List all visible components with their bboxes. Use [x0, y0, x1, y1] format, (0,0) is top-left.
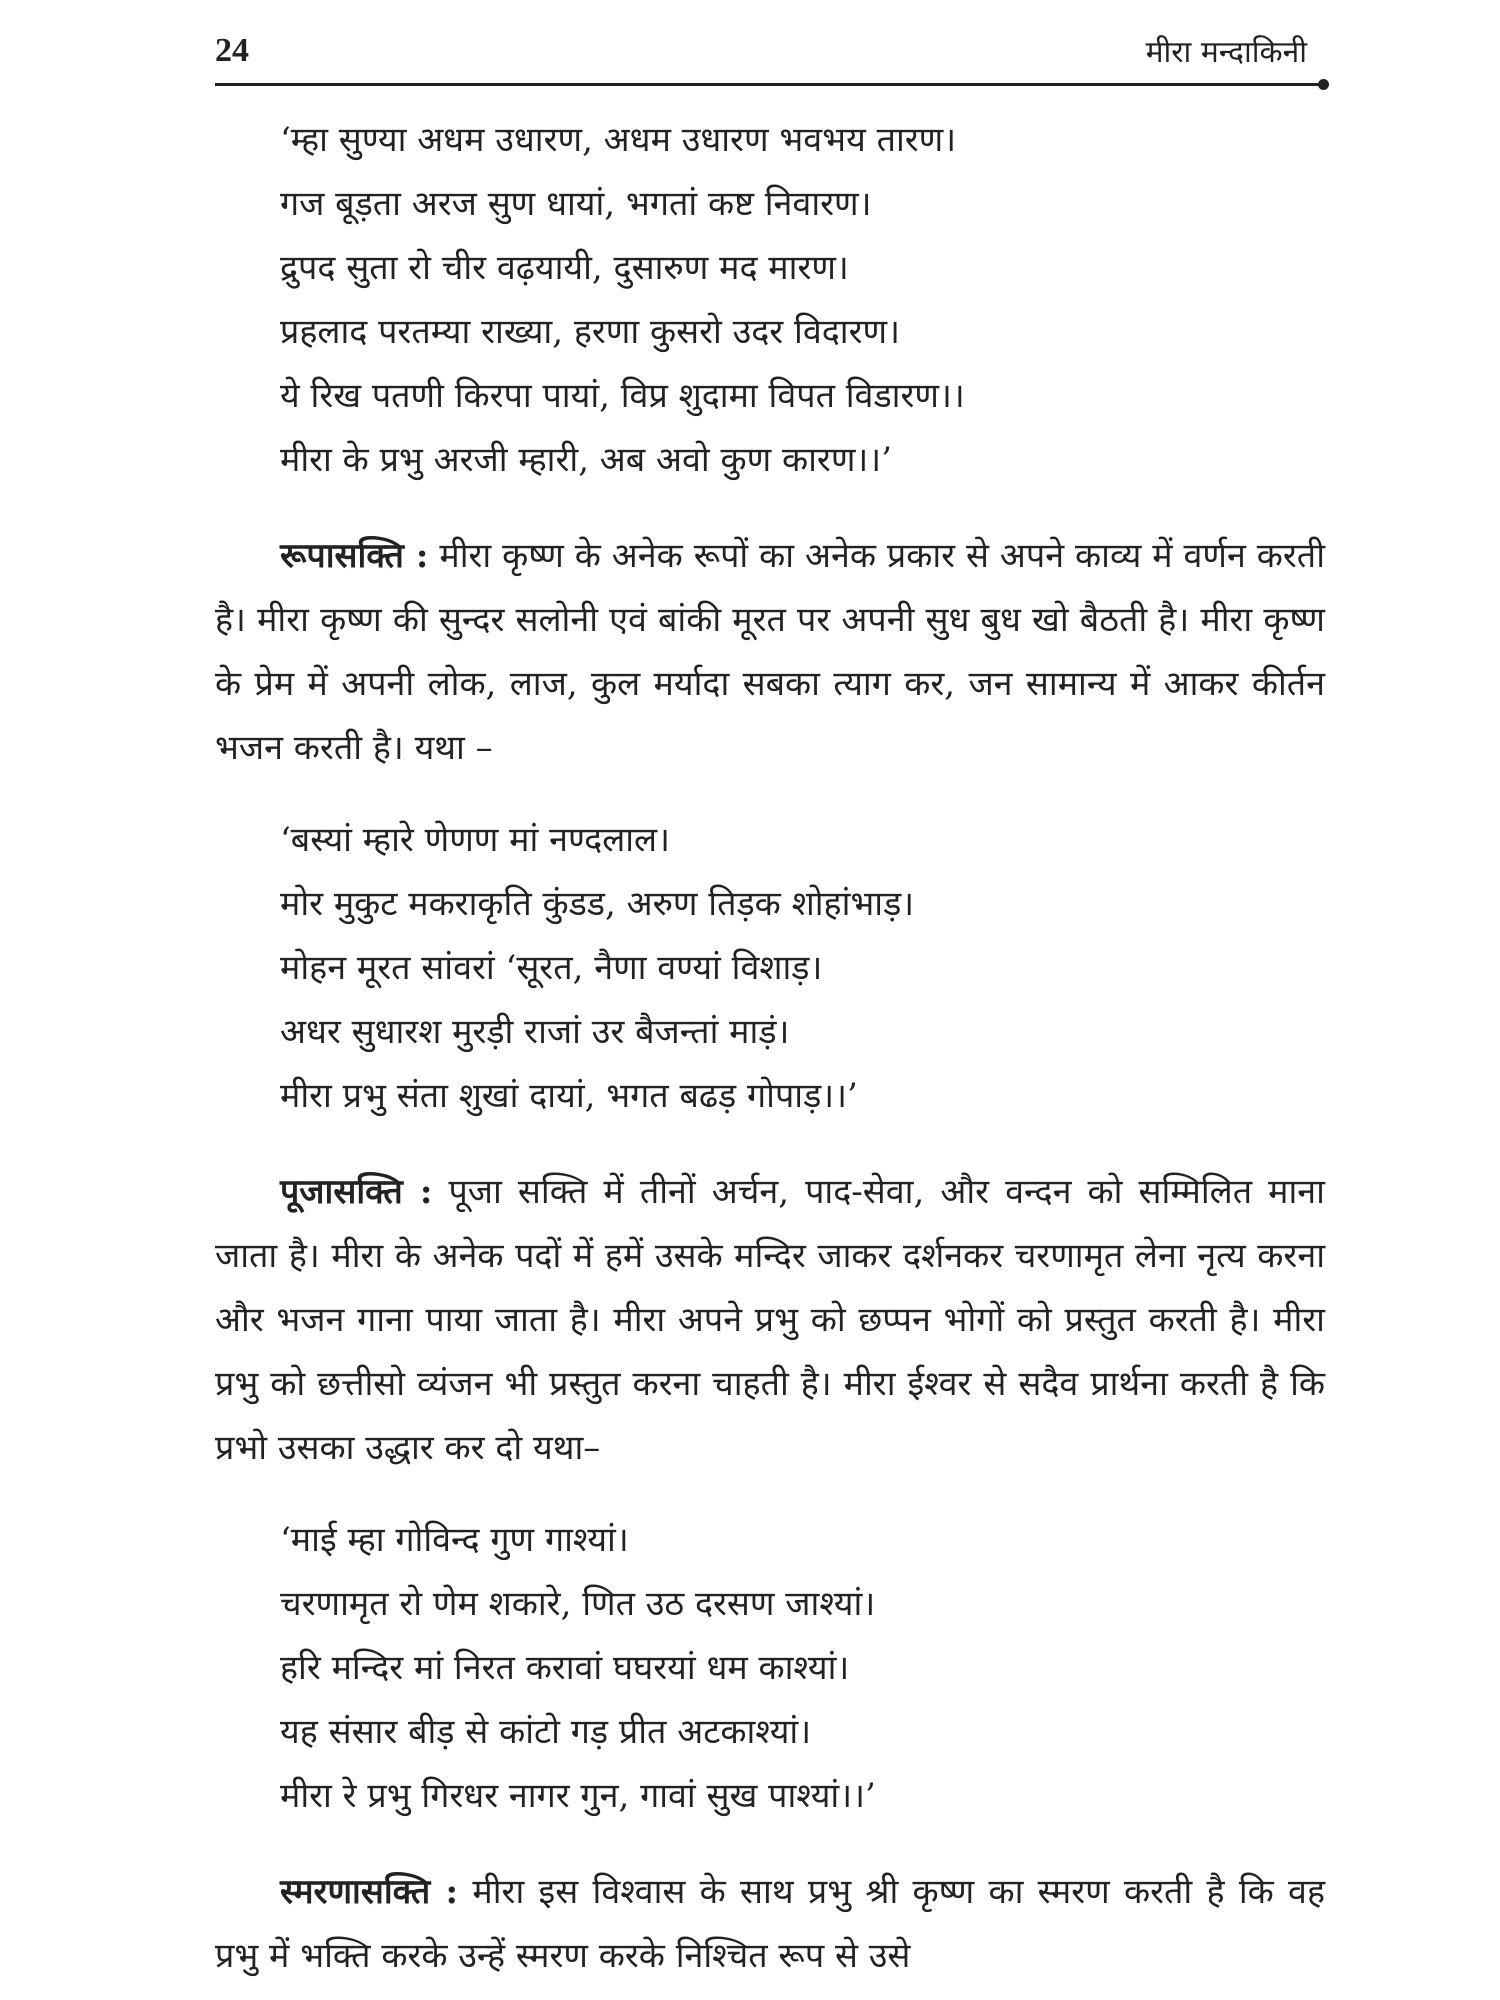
paragraph-text: मीरा इस विश्वास के साथ प्रभु श्री कृष्ण का स्मरण करती है कि वह प्रभु में भक्ति करके उन्हें स्मरण करके निश्चित रूप से उसे [215, 1872, 1325, 1976]
verse-line: मीरा प्रभु संता शुखां दायां, भगत बढड़ गोपाड़।।’ [280, 1076, 858, 1116]
verse-line: हरि मन्दिर मां निरत करावां घघरयां धम काश्यां। [280, 1648, 850, 1688]
paragraph-text: पूजा सक्ति में तीनों अर्चन, पाद-सेवा, और वन्दन को सम्मिलित माना जाता है। मीरा के अनेक पदों में हमें उसके मन्दिर जाकर दर्शनकर चरणामृत लेना नृत्य करना और भजन गाना पाया जाता है। मीरा अपने प्रभु को छप्पन भोगों को प्रस्तुत करती है। मीरा प्रभु को छत्तीसो व्यंजन भी प्रस्तुत करना चाहती है। मीरा ईश्वर से सदैव प्रार्थना करती है कि प्रभो उसका उद्धार कर दो यथा– [215, 1172, 1325, 1468]
paragraph-smaranasakti [215, 1860, 1325, 1988]
paragraph-term: पूजासक्ति : [280, 1172, 433, 1212]
verse-line: अधर सुधारश मुरड़ी राजां उर बैजन्तां माड़ं। [280, 1012, 790, 1052]
verse-line: द्रुपद सुता रो चीर वढ़यायी, दुसारुण मद मारण। [280, 248, 849, 288]
verse-line: मीरा रे प्रभु गिरधर नागर गुन, गावां सुख पाश्यां।।’ [280, 1776, 876, 1816]
verse-line: गज बूड़ता अरज सुण धायां, भगतां कष्ट निवारण। [280, 184, 872, 224]
verse-line: ‘माई म्हा गोविन्द गुण गाश्यां। [280, 1520, 629, 1560]
verse-line: मीरा के प्रभु अरजी म्हारी, अब अवो कुण कारण।।’ [280, 440, 892, 480]
paragraph-pujasakti [215, 1160, 1325, 1480]
verse-line: यह संसार बीड़ से कांटो गड़ प्रीत अटकाश्यां। [280, 1712, 812, 1752]
page-header [215, 30, 1325, 85]
page-number: 24 [215, 32, 249, 69]
verse-line: चरणामृत रो णेम शकारे, णित उठ दरसण जाश्यां। [280, 1584, 876, 1624]
page-body [215, 108, 1325, 1988]
running-title: मीरा मन्दाकिनी [1145, 35, 1307, 70]
verse-block-3 [280, 1508, 1325, 1828]
paragraph-rupasakti [215, 524, 1325, 780]
paragraph-term: स्मरणासक्ति : [280, 1872, 459, 1912]
paragraph-term: रूपासक्ति : [280, 536, 429, 576]
verse-line: ‘म्हा सुण्या अधम उधारण, अधम उधारण भवभय तारण। [280, 120, 957, 160]
verse-line: ‘बस्यां म्हारे णेणण मां नण्दलाल। [280, 820, 670, 860]
paragraph-text: मीरा कृष्ण के अनेक रूपों का अनेक प्रकार से अपने काव्य में वर्णन करती है। मीरा कृष्ण की सुन्दर सलोनी एवं बांकी मूरत पर अपनी सुध बुध खो बैठती है। मीरा कृष्ण के प्रेम में अपनी लोक, लाज, कुल मर्यादा सबका त्याग कर, जन सामान्य में आकर कीर्तन भजन करती है। यथा – [215, 536, 1325, 768]
verse-block-2 [280, 808, 1325, 1128]
verse-line: प्रहलाद परतम्या राख्या, हरणा कुसरो उदर विदारण। [280, 312, 900, 352]
verse-line: ये रिख पतणी किरपा पायां, विप्र शुदामा विपत विडारण।। [280, 376, 965, 416]
verse-block-1 [280, 108, 1325, 492]
verse-line: मोहन मूरत सांवरां ‘सूरत, नैणा वण्यां विशाड़। [280, 948, 823, 988]
verse-line: मोर मुकुट मकराकृति कुंडड, अरुण तिड़क शोहांभाड़। [280, 884, 915, 924]
header-rule [215, 83, 1320, 86]
header-rule-dot [1318, 79, 1329, 90]
